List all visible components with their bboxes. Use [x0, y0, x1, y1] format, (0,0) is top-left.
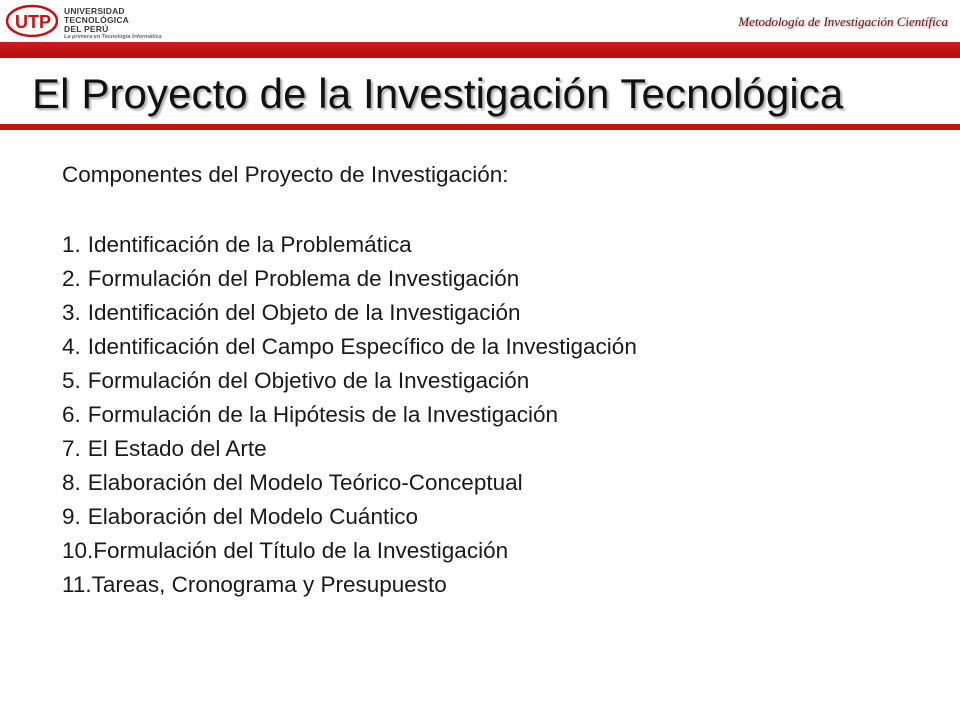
list-item — [62, 568, 942, 602]
list-item-number: 8. — [62, 470, 81, 495]
list-item-number: 3. — [62, 300, 81, 325]
list-item — [62, 364, 942, 398]
logo-tagline: La primera en Tecnología Informática — [64, 34, 162, 40]
title-underline — [0, 124, 960, 130]
slide-content — [62, 158, 942, 602]
list-item — [62, 330, 942, 364]
list-item — [62, 398, 942, 432]
logo-line: DEL PERÚ — [64, 24, 109, 34]
list-item — [62, 296, 942, 330]
list-item — [62, 534, 942, 568]
list-item-number: 2. — [62, 266, 81, 291]
svg-text:UTP: UTP — [15, 12, 51, 32]
intro-text: Componentes del Proyecto de Investigación: — [62, 162, 509, 187]
list-item-text: Elaboración del Modelo Cuántico — [87, 504, 418, 529]
list-item-text: Elaboración del Modelo Teórico-Conceptual — [87, 470, 523, 495]
list-item-number: 11. — [62, 572, 92, 597]
list-item-number: 9. — [62, 504, 81, 529]
list-item-text: Identificación de la Problemática — [87, 232, 412, 257]
course-title: Metodología de Investigación Científica — [738, 14, 948, 29]
list-item — [62, 228, 942, 262]
list-item-number: 6. — [62, 402, 81, 427]
list-item-text: Identificación del Objeto de la Investigación — [87, 300, 521, 325]
university-name — [64, 7, 129, 34]
university-logo — [6, 4, 166, 40]
list-item — [62, 500, 942, 534]
list-item-text: Formulación del Objetivo de la Investigación — [87, 368, 530, 393]
utp-logo-icon — [6, 4, 58, 38]
list-item-text: Identificación del Campo Específico de la Investigación — [87, 334, 637, 359]
list-item-number: 5. — [62, 368, 81, 393]
list-item-number: 4. — [62, 334, 81, 359]
spacer — [62, 192, 942, 228]
list-item-text: Formulación del Problema de Investigación — [87, 266, 520, 291]
slide-header — [0, 0, 960, 62]
list-item — [62, 466, 942, 500]
list-item-number: 7. — [62, 436, 81, 461]
logo-line: TECNOLÓGICA — [64, 15, 130, 25]
header-band — [0, 42, 960, 58]
list-item — [62, 432, 942, 466]
list-item-text: Formulación de la Hipótesis de la Investigación — [87, 402, 559, 427]
logo-line: UNIVERSIDAD — [64, 6, 125, 16]
list-item-number: 10. — [62, 538, 94, 563]
list-item-text: Formulación del Título de la Investigación — [93, 538, 509, 563]
components-list — [62, 228, 942, 602]
list-item-text: Tareas, Cronograma y Presupuesto — [91, 572, 447, 597]
list-item-text: El Estado del Arte — [87, 436, 267, 461]
slide-title: El Proyecto de la Investigación Tecnológica — [32, 70, 849, 118]
list-item-number: 1. — [62, 232, 81, 257]
list-item — [62, 262, 942, 296]
